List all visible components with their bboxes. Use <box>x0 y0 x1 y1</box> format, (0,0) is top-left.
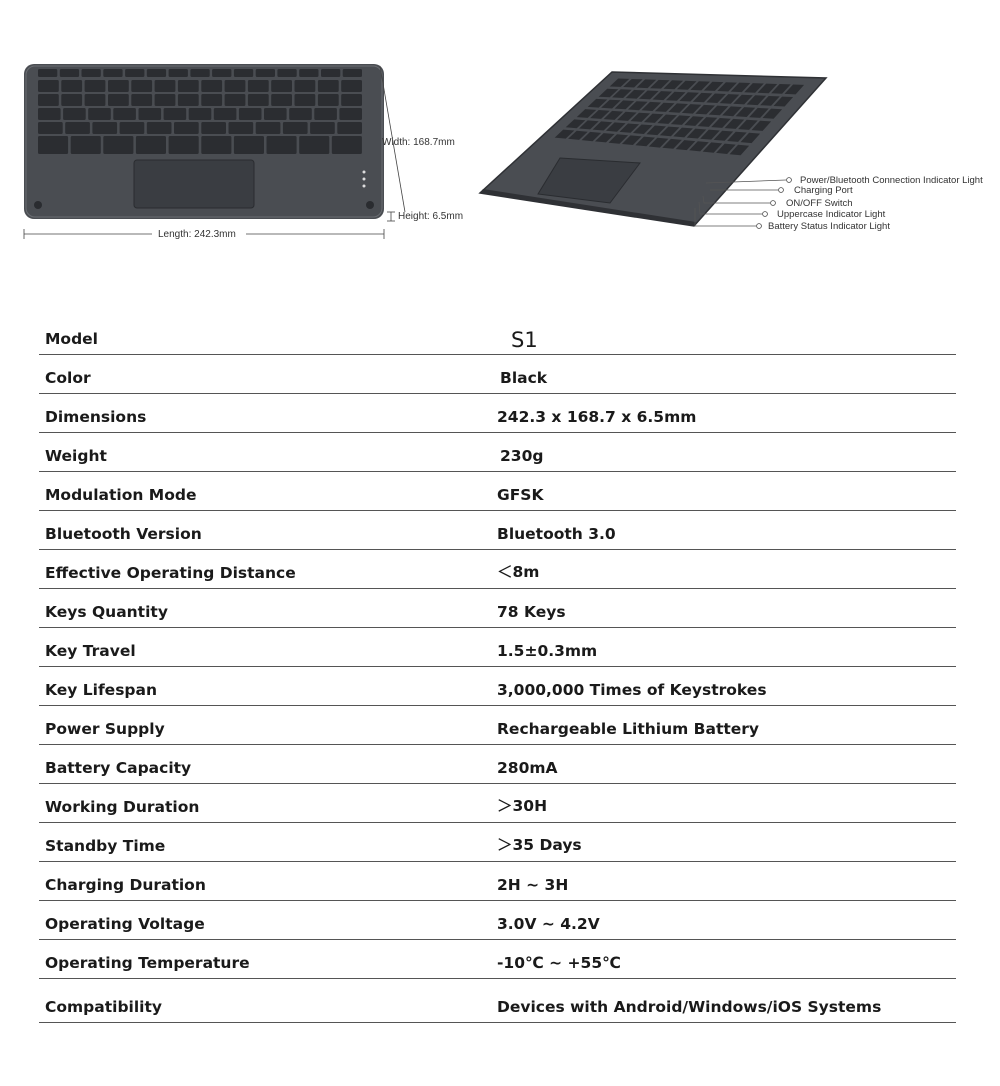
keycap <box>155 80 176 92</box>
keycap <box>239 108 262 120</box>
spec-row-modulation-mode <box>39 472 956 511</box>
indicator-light-icon <box>363 185 366 188</box>
callout-power-bluetooth-light: Power/Bluetooth Connection Indicator Light <box>800 175 983 186</box>
spec-row-working-duration <box>39 784 956 823</box>
callout-on-off-switch: ON/OFF Switch <box>786 198 853 209</box>
spec-row-weight <box>39 433 956 472</box>
keycap <box>38 122 63 134</box>
spec-label: Bluetooth Version <box>45 525 202 543</box>
keycap <box>332 136 362 154</box>
keycap <box>38 136 68 154</box>
spec-value: GFSK <box>497 486 544 504</box>
keycap <box>277 69 296 77</box>
keycap <box>318 94 339 106</box>
keycap <box>92 122 117 134</box>
spec-value: ＜8m <box>497 563 540 581</box>
spec-row-operating-temperature <box>39 940 956 979</box>
keycap <box>38 69 57 77</box>
keycap <box>339 108 362 120</box>
keycap <box>234 136 264 154</box>
keycap <box>201 80 222 92</box>
keycap <box>248 80 269 92</box>
keycap <box>310 122 335 134</box>
keycap <box>164 108 187 120</box>
keycap <box>61 80 82 92</box>
spec-value: 3,000,000 Times of Keystrokes <box>497 681 767 699</box>
keycap <box>214 108 237 120</box>
spec-value: 242.3 x 168.7 x 6.5mm <box>497 408 697 426</box>
keycap <box>337 122 362 134</box>
spec-row-standby-time <box>39 823 956 862</box>
port-callouts <box>695 175 983 232</box>
keycap <box>82 69 101 77</box>
spec-label: Key Lifespan <box>45 681 158 699</box>
keycap <box>169 69 188 77</box>
spec-table <box>39 316 956 1023</box>
spec-label: Model <box>45 330 98 348</box>
keycap <box>125 69 144 77</box>
keycap <box>103 136 133 154</box>
spec-label: Dimensions <box>45 408 147 426</box>
keycap <box>108 80 129 92</box>
spec-value: 230g <box>500 447 544 465</box>
spec-label: Weight <box>45 447 107 465</box>
height-label: Height: 6.5mm <box>398 211 464 222</box>
spec-value: 78 Keys <box>497 603 566 621</box>
keycap <box>190 69 209 77</box>
spec-value: S1 <box>511 328 538 352</box>
keycap <box>147 122 172 134</box>
keycap <box>131 94 152 106</box>
spec-label: Keys Quantity <box>45 603 168 621</box>
foot-icon <box>34 201 42 209</box>
keycap <box>169 136 199 154</box>
keycap <box>201 94 222 106</box>
keycap <box>283 122 308 134</box>
spec-row-power-supply <box>39 706 956 745</box>
keycap <box>295 80 316 92</box>
keycap <box>289 108 312 120</box>
product-diagram <box>0 0 1000 260</box>
keycap <box>201 136 231 154</box>
spec-value: 280mA <box>497 759 558 777</box>
spec-row-key-travel <box>39 628 956 667</box>
spec-value: ＞30H <box>497 797 548 815</box>
keycap <box>299 136 329 154</box>
keycap <box>248 94 269 106</box>
spec-value: Bluetooth 3.0 <box>497 525 616 543</box>
keycap <box>147 69 166 77</box>
keycap <box>229 122 254 134</box>
foot-icon <box>366 201 374 209</box>
keycap <box>299 69 318 77</box>
spec-label: Charging Duration <box>45 876 206 894</box>
spec-label: Power Supply <box>45 720 165 738</box>
keycap <box>38 108 61 120</box>
keycap <box>65 122 90 134</box>
keycap <box>256 122 281 134</box>
keycap <box>321 69 340 77</box>
keycap <box>63 108 86 120</box>
keycap <box>178 94 199 106</box>
keycap <box>120 122 145 134</box>
keycap <box>85 80 106 92</box>
keycap <box>113 108 136 120</box>
indicator-light-icon <box>363 178 366 181</box>
keycap <box>271 80 292 92</box>
callout-charging-port: Charging Port <box>794 185 853 196</box>
spec-label: Modulation Mode <box>45 486 197 504</box>
keycap <box>225 80 246 92</box>
indicator-light-icon <box>363 171 366 174</box>
keycap <box>108 94 129 106</box>
spec-label: Operating Temperature <box>45 954 250 972</box>
spec-row-charging-duration <box>39 862 956 901</box>
callout-battery-light: Battery Status Indicator Light <box>768 221 890 232</box>
spec-row-battery-capacity <box>39 745 956 784</box>
touchpad <box>134 160 254 208</box>
keycap <box>155 94 176 106</box>
spec-value: Black <box>500 369 548 387</box>
keycap <box>343 69 362 77</box>
keycap <box>225 94 246 106</box>
keycap <box>267 136 297 154</box>
keycap <box>264 108 287 120</box>
spec-row-bluetooth-version <box>39 511 956 550</box>
keycap <box>139 108 162 120</box>
spec-label: Operating Voltage <box>45 915 205 933</box>
spec-row-operating-voltage <box>39 901 956 940</box>
keyboard-angled-view <box>480 72 826 226</box>
spec-value: -10℃ ~ +55℃ <box>497 954 621 972</box>
spec-row-key-lifespan <box>39 667 956 706</box>
spec-row-compatibility <box>39 979 956 1023</box>
keycap <box>234 69 253 77</box>
spec-row-operating-distance <box>39 550 956 589</box>
keycap <box>60 69 79 77</box>
keycap <box>201 122 226 134</box>
spec-value: 1.5±0.3mm <box>497 642 598 660</box>
keycap <box>341 80 362 92</box>
spec-label: Compatibility <box>45 998 162 1016</box>
spec-value: 3.0V ~ 4.2V <box>497 915 600 933</box>
keycap <box>71 136 101 154</box>
keycap <box>189 108 212 120</box>
keycap <box>174 122 199 134</box>
spec-row-model <box>39 316 956 355</box>
spec-row-dimensions <box>39 394 956 433</box>
keycap <box>38 94 59 106</box>
width-label: Width: 168.7mm <box>382 137 455 148</box>
spec-label: Battery Capacity <box>45 759 192 777</box>
keycap <box>136 136 166 154</box>
spec-value: 2H ~ 3H <box>497 876 569 894</box>
length-label: Length: 242.3mm <box>158 229 236 240</box>
spec-row-color <box>39 355 956 394</box>
spec-value: Devices with Android/Windows/iOS Systems <box>497 998 882 1016</box>
keyboard-front-view <box>24 64 384 219</box>
keycap <box>318 80 339 92</box>
spec-label: Standby Time <box>45 837 166 855</box>
keycap <box>341 94 362 106</box>
keycap <box>85 94 106 106</box>
keycap <box>314 108 337 120</box>
spec-label: Working Duration <box>45 798 200 816</box>
spec-row-keys-quantity <box>39 589 956 628</box>
keycap <box>38 80 59 92</box>
keycap <box>212 69 231 77</box>
spec-value: ＞35 Days <box>497 836 582 854</box>
spec-label: Effective Operating Distance <box>45 564 296 582</box>
callout-uppercase-light: Uppercase Indicator Light <box>777 209 886 220</box>
spec-value: Rechargeable Lithium Battery <box>497 720 760 738</box>
keycap <box>256 69 275 77</box>
spec-label: Color <box>45 369 91 387</box>
keycap <box>61 94 82 106</box>
keycap <box>88 108 111 120</box>
keycap <box>295 94 316 106</box>
keycap <box>271 94 292 106</box>
keycap <box>103 69 122 77</box>
keycap <box>178 80 199 92</box>
keycap <box>131 80 152 92</box>
spec-label: Key Travel <box>45 642 136 660</box>
